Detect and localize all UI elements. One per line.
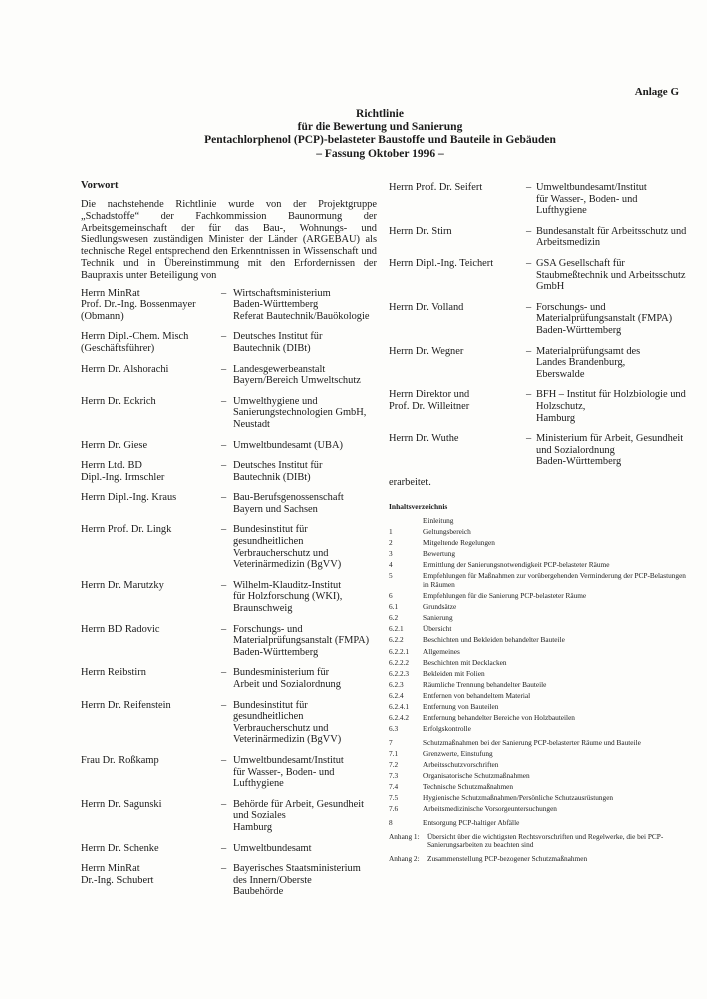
member-name: Herrn Dipl.-Ing. Kraus — [81, 492, 177, 504]
member-name: Herrn Dr. Sagunski — [81, 798, 162, 810]
toc-number: 6.2.4 — [389, 690, 404, 700]
toc-item — [389, 739, 689, 748]
member-name: Herrn Dr. Giese — [81, 439, 148, 451]
toc-item — [389, 681, 689, 690]
member-row — [81, 843, 377, 855]
toc-item — [389, 572, 689, 589]
member-name: Herrn Direktor und Prof. Dr. Willeitner — [389, 389, 470, 412]
title-line: – Fassung Oktober 1996 – — [316, 147, 444, 160]
toc-number: 5 — [389, 571, 393, 581]
member-institution: Umweltbundesamt/Institut für Wasser-, Boden- und Lufthygiene — [233, 754, 344, 790]
toc-text: Entfernung behandelter Bereiche von Holzbauteilen — [423, 713, 575, 723]
member-name: Herrn Dr. Reifenstein — [81, 699, 171, 711]
member-institution: Bundesinstitut für gesundheitlichen Verbraucherschutz und Veterinärmedizin (BgVV) — [233, 699, 342, 746]
annex-label: Anlage G — [634, 86, 679, 98]
separator-dash: – — [221, 798, 227, 810]
toc-number: 3 — [389, 549, 393, 559]
toc-heading: Inhaltsverzeichnis — [389, 501, 448, 511]
member-row — [389, 182, 689, 217]
toc-item — [389, 592, 689, 601]
toc-text: Mitgeltende Regelungen — [423, 538, 495, 548]
separator-dash: – — [221, 842, 227, 854]
toc-text: Bewertung — [423, 549, 456, 559]
separator-dash: – — [221, 492, 227, 504]
foreword-heading: Vorwort — [81, 180, 119, 191]
toc-text: Beschichten mit Decklacken — [423, 657, 507, 667]
toc-item — [389, 625, 689, 634]
toc-annex-text: Zusammenstellung PCP-bezogener Schutzmaßnahmen — [427, 853, 588, 863]
toc-text: Arbeitsschutzvorschriften — [423, 759, 499, 769]
separator-dash: – — [221, 395, 227, 407]
member-institution: Umweltbundesamt (UBA) — [233, 439, 343, 451]
member-row — [389, 226, 689, 249]
member-name: Herrn Reibstirn — [81, 667, 146, 679]
toc-item — [389, 703, 689, 712]
member-name: Herrn Dr. Alshorachi — [81, 363, 169, 375]
toc-number — [389, 517, 423, 526]
toc-item — [389, 714, 689, 723]
member-row — [81, 624, 377, 659]
separator-dash: – — [526, 257, 532, 269]
toc-item — [389, 794, 689, 803]
separator-dash: – — [526, 345, 532, 357]
separator-dash: – — [221, 623, 227, 635]
member-institution: Umweltbundesamt — [233, 842, 312, 854]
toc-number: 7.3 — [389, 771, 399, 781]
toc-text: Erfolgskontrolle — [423, 724, 471, 734]
toc-text: Entfernen von behandeltem Material — [423, 690, 531, 700]
toc-annex-item — [389, 855, 689, 864]
toc-number: 6.2.1 — [389, 624, 404, 634]
toc-number: 6.2.2.3 — [389, 668, 410, 678]
member-institution: Bundesinstitut für gesundheitlichen Verbraucherschutz und Veterinärmedizin (BgVV) — [233, 524, 342, 571]
member-name: Herrn Dr. Wegner — [389, 345, 464, 357]
toc-annex-number: Anhang 2: — [389, 853, 420, 863]
toc-text: Entsorgung PCP-haltiger Abfälle — [423, 817, 520, 827]
toc-item — [389, 561, 689, 570]
toc-item — [389, 750, 689, 759]
toc-text: Geltungsbereich — [423, 526, 471, 536]
toc-number: 6.2.2 — [389, 635, 404, 645]
toc-text: Grundsätze — [423, 602, 457, 612]
toc-item — [389, 517, 689, 526]
member-name: Herrn Dr. Eckrich — [81, 395, 156, 407]
toc-text: Allgemeines — [423, 646, 460, 656]
member-name: Herrn Dipl.-Ing. Teichert — [389, 257, 494, 269]
member-name: Herrn Prof. Dr. Lingk — [81, 524, 172, 536]
member-institution: Materialprüfungsamt des Landes Brandenburg, Eberswalde — [536, 345, 641, 380]
member-row — [81, 863, 377, 898]
member-row — [389, 389, 689, 424]
toc-text: Übersicht — [423, 624, 452, 634]
separator-dash: – — [221, 460, 227, 472]
document-title — [160, 108, 600, 161]
separator-dash: – — [221, 363, 227, 375]
member-institution: Deutsches Institut für Bautechnik (DIBt) — [233, 460, 323, 483]
toc-number: 2 — [389, 538, 393, 548]
member-row — [81, 700, 377, 746]
toc-annex-number: Anhang 1: — [389, 831, 420, 841]
member-name: Herrn Prof. Dr. Seifert — [389, 182, 483, 193]
member-institution: Bau-Berufsgenossenschaft Bayern und Sachsen — [233, 492, 344, 515]
member-institution: Umweltbundesamt/Institut für Wasser-, Boden- und Lufthygiene — [536, 182, 647, 217]
toc-number: 1 — [389, 526, 393, 536]
toc-text: Beschichten und Bekleiden behandelter Bauteile — [423, 635, 565, 645]
member-institution: Bundesministerium für Arbeit und Sozialordnung — [233, 667, 341, 691]
toc-number: 6.2.2.1 — [389, 646, 410, 656]
member-institution: Wilhelm-Klauditz-Institut für Holzforschung (WKI), Braunschweig — [233, 579, 343, 615]
member-name: Herrn Dr. Volland — [389, 301, 464, 313]
left-column — [81, 180, 377, 907]
toc-item — [389, 819, 689, 828]
member-name: Herrn Dr. Wuthe — [389, 433, 459, 445]
toc-number: 4 — [389, 560, 393, 570]
toc-number: 6.2.4.1 — [389, 701, 410, 711]
member-institution: Ministerium für Arbeit, Gesundheit und Sozialordnung Baden-Württemberg — [536, 433, 684, 468]
member-institution: Umwelthygiene und Sanierungstechnologien GmbH, Neustadt — [233, 395, 367, 430]
toc-number: 7.4 — [389, 782, 399, 792]
toc-item — [389, 783, 689, 792]
member-institution: Bayerisches Staatsministerium des Innern/Oberste Baubehörde — [233, 863, 361, 898]
members-list-right — [389, 182, 689, 468]
member-name: Herrn Ltd. BD Dipl.-Ing. Irmschler — [81, 460, 165, 483]
member-name: Herrn MinRat Prof. Dr.-Ing. Bossenmayer (Obmann) — [81, 287, 196, 322]
separator-dash: – — [526, 301, 532, 313]
member-name: Herrn Dr. Marutzky — [81, 579, 164, 591]
toc-item — [389, 761, 689, 770]
toc-number: 7 — [389, 737, 393, 747]
separator-dash: – — [526, 182, 532, 193]
separator-dash: – — [526, 225, 532, 237]
member-row — [81, 364, 377, 387]
toc-number: 7.1 — [389, 748, 399, 758]
member-row — [81, 331, 377, 354]
toc-item — [389, 772, 689, 781]
separator-dash: – — [221, 287, 227, 299]
separator-dash: – — [221, 579, 227, 591]
toc-text: Organisatorische Schutzmaßnahmen — [423, 771, 530, 781]
member-name: Herrn Dr. Schenke — [81, 842, 159, 854]
member-row — [81, 440, 377, 452]
toc-number: 7.6 — [389, 804, 399, 814]
toc-annex-text: Übersicht über die wichtigsten Rechtsvorschriften und Regelwerke, die bei PCP-Sanierungsarbeiten zu beachten sind — [427, 831, 664, 850]
toc-list — [389, 517, 689, 863]
member-row — [389, 346, 689, 381]
toc-number: 6.2 — [389, 613, 399, 623]
member-row — [81, 460, 377, 483]
closing-text: erarbeitet. — [389, 476, 431, 488]
toc-item — [389, 659, 689, 668]
separator-dash: – — [221, 439, 227, 451]
member-name: Herrn MinRat Dr.-Ing. Schubert — [81, 863, 154, 886]
toc-number: 6 — [389, 591, 393, 601]
separator-dash: – — [221, 331, 227, 343]
member-row — [81, 288, 377, 323]
toc-item — [389, 805, 689, 814]
member-row — [81, 667, 377, 690]
member-name: Herrn Dr. Stirn — [389, 225, 452, 237]
member-name: Herrn Dipl.-Chem. Misch (Geschäftsführer) — [81, 331, 189, 354]
member-institution: Forschungs- und Materialprüfungsanstalt (FMPA) Baden-Württemberg — [233, 623, 370, 658]
member-row — [81, 492, 377, 515]
member-row — [81, 755, 377, 790]
title-line: Richtlinie — [356, 108, 404, 120]
separator-dash: – — [221, 667, 227, 679]
toc-item — [389, 550, 689, 559]
member-name: Herrn BD Radovic — [81, 623, 160, 635]
member-institution: Landesgewerbeanstalt Bayern/Bereich Umweltschutz — [233, 363, 361, 387]
toc-item — [389, 636, 689, 645]
member-institution: Behörde für Arbeit, Gesundheit und Soziales Hamburg — [233, 798, 365, 833]
toc-text: Empfehlungen für die Sanierung PCP-belasteter Räume — [423, 591, 587, 601]
member-institution: GSA Gesellschaft für Staubmeßtechnik und Arbeitsschutz GmbH — [536, 257, 686, 293]
member-row — [389, 258, 689, 293]
toc-number: 6.2.2.2 — [389, 657, 410, 667]
toc-number: 6.2.3 — [389, 679, 404, 689]
toc-number: 8 — [389, 817, 393, 827]
member-row — [81, 580, 377, 615]
member-institution: Forschungs- und Materialprüfungsanstalt (FMPA) Baden-Württemberg — [536, 301, 673, 336]
toc-item — [389, 648, 689, 657]
right-column — [389, 182, 689, 866]
member-row — [81, 396, 377, 431]
toc-number: 7.5 — [389, 793, 399, 803]
toc-text: Einleitung — [423, 515, 454, 525]
toc-item — [389, 528, 689, 537]
toc-text: Bekleiden mit Folien — [423, 668, 485, 678]
toc-number: 7.2 — [389, 759, 399, 769]
member-institution: Deutsches Institut für Bautechnik (DIBt) — [233, 331, 323, 354]
toc-text: Arbeitsmedizinische Vorsorgeuntersuchungen — [423, 804, 557, 814]
toc-text: Entfernung von Bauteilen — [423, 701, 499, 711]
members-list-left — [81, 288, 377, 898]
member-institution: Bundesanstalt für Arbeitsschutz und Arbeitsmedizin — [536, 225, 687, 249]
title-line: für die Bewertung und Sanierung — [297, 121, 463, 134]
toc-text: Technische Schutzmaßnahmen — [423, 782, 514, 792]
toc-text: Schutzmaßnahmen bei der Sanierung PCP-belasterter Räume und Bauteile — [423, 737, 641, 747]
separator-dash: – — [221, 863, 227, 875]
toc-item — [389, 725, 689, 734]
member-row — [81, 524, 377, 570]
toc-item — [389, 670, 689, 679]
toc-number: 6.3 — [389, 724, 399, 734]
separator-dash: – — [526, 389, 532, 401]
member-row — [389, 302, 689, 337]
foreword-text: Die nachstehende Richtlinie wurde von der Projektgruppe „Schadstoffe“ der Fachkommission Baunormung der Arbeitsgemeinschaft der für das Bau-, Wohnungs- und Siedlungswesen zuständigen Minister der Länder (ARGEBAU) als technische Regel entsprechend den Erkenntnissen in Wissenschaft und Technik und in Übereinstimmung mit den Erfordernissen der Baupraxis unter Beteiligung von — [81, 199, 377, 281]
separator-dash: – — [221, 524, 227, 536]
toc-item — [389, 692, 689, 701]
toc-item — [389, 603, 689, 612]
member-row — [389, 433, 689, 468]
toc-annex-item — [389, 833, 689, 850]
toc-text: Sanierung — [423, 613, 453, 623]
title-line: Pentachlorphenol (PCP)-belasteter Baustoffe und Bauteile in Gebäuden — [204, 134, 556, 147]
toc-text: Ermittlung der Sanierungsnotwendigkeit PCP-belasteter Räume — [423, 560, 610, 570]
toc-item — [389, 539, 689, 548]
toc-text: Räumliche Trennung behandelter Bauteile — [423, 679, 547, 689]
member-name: Frau Dr. Roßkamp — [81, 754, 159, 766]
toc-text: Empfehlungen für Maßnahmen zur vorübergehenden Verminderung der PCP-Belastungen in Räumen — [423, 571, 686, 589]
toc-item — [389, 614, 689, 623]
separator-dash: – — [221, 754, 227, 766]
member-institution: Wirtschaftsministerium Baden-Württemberg Referat Bautechnik/Bauökologie — [233, 287, 370, 322]
member-institution: BFH – Institut für Holzbiologie und Holzschutz, Hamburg — [536, 389, 686, 424]
separator-dash: – — [526, 433, 532, 445]
toc-text: Grenzwerte, Einstufung — [423, 748, 493, 758]
member-row — [81, 799, 377, 834]
toc-number: 6.1 — [389, 602, 399, 612]
toc-text: Hygienische Schutzmaßnahmen/Persönliche Schutzausrüstungen — [423, 793, 614, 803]
separator-dash: – — [221, 699, 227, 711]
toc-number: 6.2.4.2 — [389, 713, 410, 723]
